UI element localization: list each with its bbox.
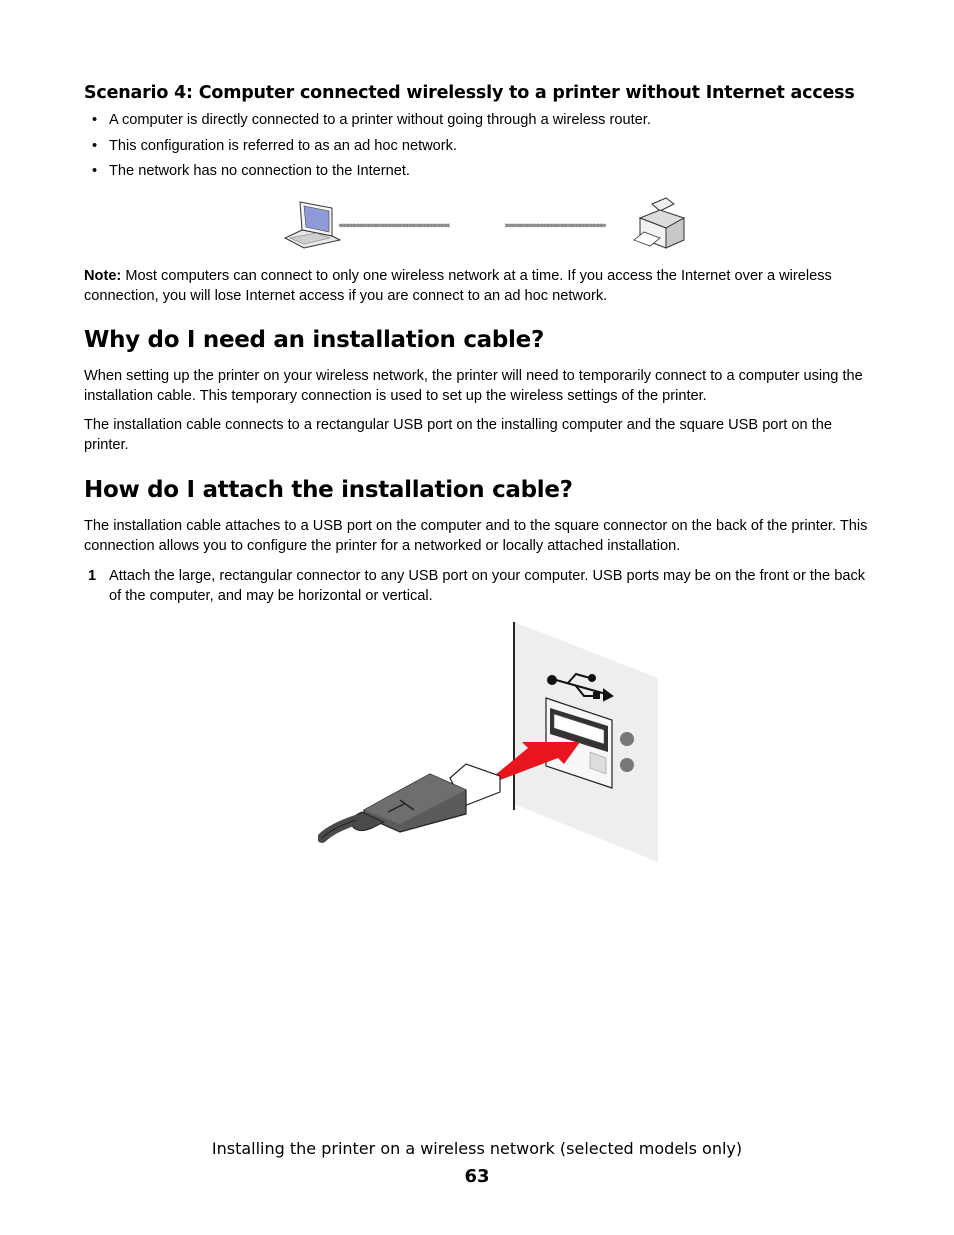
list-item: • This configuration is referred to as an ad hoc network.	[92, 137, 457, 154]
wireless-signal-left: ‹‹‹‹‹‹‹‹‹‹‹‹‹‹‹‹‹‹‹‹‹‹‹‹‹‹‹‹‹‹‹‹‹‹‹‹‹‹‹‹‹‹‹‹‹‹‹‹‹‹‹‹‹‹‹‹‹‹‹‹‹‹‹‹‹‹‹‹‹‹‹‹‹‹‹‹‹‹‹	[338, 221, 449, 231]
wireless-signal-right: ››››››››››››››››››››››››››››››››››››››››››››››››››››››››››››››››››››››››	[504, 221, 605, 231]
list-item: • A computer is directly connected to a printer without going through a wireless router.	[92, 112, 651, 128]
note-text: Most computers can connect to only one wireless network at a time. If you access the Internet over a wireless connection, you will lose Internet access if you are connect to an ad hoc network.	[84, 268, 832, 304]
bullet-icon: •	[92, 137, 98, 154]
how-attach-heading: How do I attach the installation cable?	[84, 477, 573, 503]
why-paragraph-1: When setting up the printer on your wireless network, the printer will need to temporarily connect to a computer using the installation cable. This temporary connection is used to set up the wireless settings of the printer.	[84, 368, 863, 404]
indicator-light	[620, 758, 634, 772]
scenario-bullet-list	[84, 111, 651, 188]
why-paragraph-2: The installation cable connects to a rectangular USB port on the installing computer and the square USB port on the printer.	[84, 417, 832, 453]
printer-icon	[634, 198, 684, 248]
scenario-heading: Scenario 4: Computer connected wirelessly to a printer without Internet access	[84, 83, 855, 103]
how-paragraph-1: The installation cable attaches to a USB port on the computer and to the square connector on the back of the printer. This connection allows you to configure the printer for a networked or locally attached installation.	[84, 518, 868, 554]
indicator-light	[620, 732, 634, 746]
page-number: 63	[464, 1166, 490, 1187]
usb-connection-illustration	[318, 620, 660, 865]
note-paragraph	[84, 266, 874, 306]
list-item: • The network has no connection to the Internet.	[92, 163, 410, 179]
step-number: 1	[88, 568, 97, 584]
ad-hoc-network-illustration	[282, 196, 694, 254]
bullet-icon: •	[92, 163, 98, 179]
usb-cable-icon	[322, 764, 500, 838]
step-1	[84, 566, 874, 606]
laptop-icon	[285, 202, 340, 248]
bullet-icon: •	[92, 112, 98, 128]
note-label: Note:	[84, 268, 122, 284]
step-text: Attach the large, rectangular connector to any USB port on your computer. USB ports may be on the front or the back of the computer, and may be horizontal or vertical.	[109, 568, 866, 604]
footer-section-title: Installing the printer on a wireless network (selected models only)	[211, 1139, 743, 1158]
why-cable-heading: Why do I need an installation cable?	[84, 327, 544, 353]
